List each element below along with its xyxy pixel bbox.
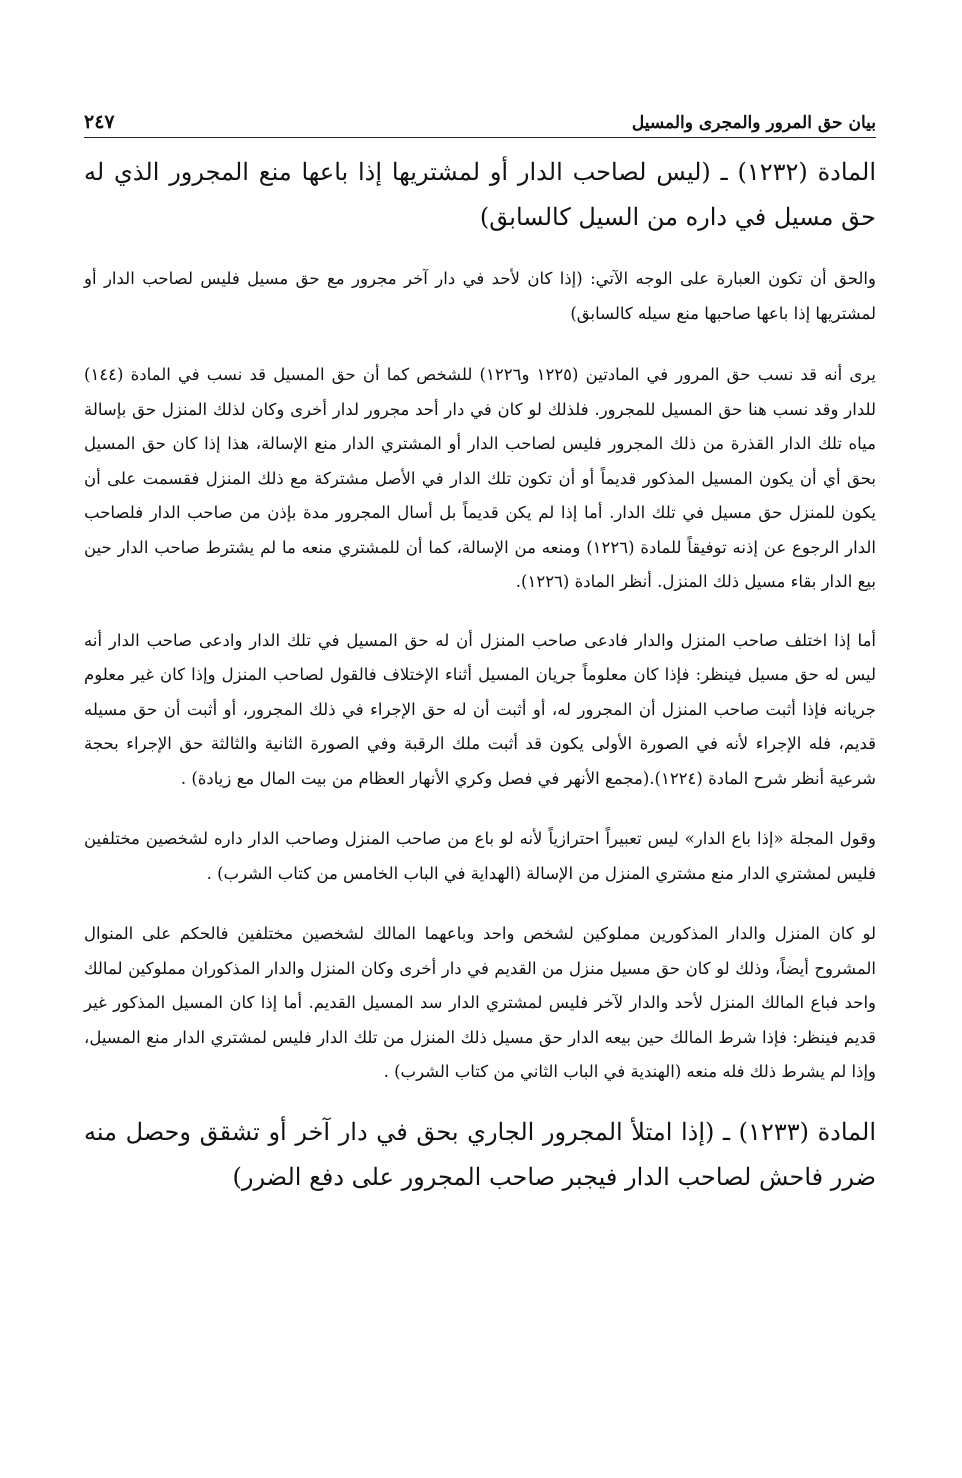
article-1233-heading: المادة (١٢٣٣) ـ (إذا امتلأ المجرور الجاري بحق في دار آخر أو تشقق وحصل منه ضرر فاحش لصاحب الدار فيجبر صاحب المجرور على دفع الضرر)	[84, 1117, 877, 1191]
running-header	[84, 104, 876, 138]
page-content	[84, 150, 876, 1200]
paragraph-dispute: أما إذا اختلف صاحب المنزل والدار فادعى صاحب المنزل أن له حق المسيل في تلك الدار وادعى صاحب الدار أنه ليس له حق مسيل فينظر: فإذا كان معلوماً جريان المسيل أثناء الإختلاف فالقول لصاحب المنزل وإذا كان غير معلوم جريانه فإذا أثبت صاحب المنزل أن المجرور له، أو أثبت أن له حق الإجراء في ذلك المجرور، أو أثبت أن حق مسيله قديم، فله الإجراء لأنه في الصورة الأولى يكون قد أثبت ملك الرقبة وفي الصورة الثانية والثالثة حق الإجراء بحجة شرعية أنظر شرح المادة (١٢٢٤).(مجمع الأنهر في فصل وكري الأنهار العظام من بيت المال مع زيادة) .	[84, 630, 876, 788]
running-title: بيان حق المرور والمجرى والمسيل	[631, 113, 876, 133]
paragraph-right-of-flow: يرى أنه قد نسب حق المرور في المادتين (١٢٢٥ و١٢٢٦) للشخص كما أن حق المسيل قد نسب في المادة (١٤٤) للدار وقد نسب هنا حق المسيل للمجرور. فلذلك لو كان في دار أحد مجرور لدار أخرى وكان لذلك المنزل حق بإسالة مياه تلك الدار القذرة من ذلك المجرور فليس لصاحب الدار أو المشتري الدار منع الإسالة، هذا إذا كان حق المسيل بحق أي أن يكون المسيل المذكور قديماً أو أن تكون تلك الدار في الأصل مشتركة مع ذلك المنزل فقسمت على أن يكون للمنزل حق مسيل في تلك الدار. أما إذا لم يكن قديماً بل أسال المجرور مدة بإذن من صاحب الدار فلصاحب الدار الرجوع عن إذنه توفيقاً للمادة (١٢٢٦) ومنعه من الإسالة، كما أن للمشتري منعه ما لم يشترط صاحب الدار حين بيع الدار بقاء مسيل ذلك المنزل. أنظر المادة (١٢٢٦).	[84, 365, 876, 591]
paragraph-rewording: والحق أن تكون العبارة على الوجه الآتي: (إذا كان لأحد في دار آخر مجرور مع حق مسيل فليس لصاحب الدار أو لمشتريها إذا باعها صاحبها منع سيله كالسابق)	[84, 269, 876, 323]
article-1232-heading: المادة (١٢٣٢) ـ (ليس لصاحب الدار أو لمشتريها إذا باعها منع المجرور الذي له حق مسيل في داره من السيل كالسابق)	[84, 158, 877, 231]
paragraph-single-owner: لو كان المنزل والدار المذكورين مملوكين لشخص واحد وباعهما المالك لشخصين مختلفين فالحكم على المنوال المشروح أيضاً، وذلك لو كان حق مسيل منزل من القديم في دار أخرى وكان المنزل والدار المذكوران مملوكين لمالك واحد فباع المالك المنزل لأحد والدار لآخر فليس لمشتري الدار سد المسيل القديم. أما إذا كان المسيل المذكور غير قديم فينظر: فإذا شرط المالك حين بيعه الدار حق مسيل ذلك المنزل من تلك الدار فليس لمشتري الدار منع المسيل، وإذا لم يشرط ذلك فله منعه (الهندية في الباب الثاني من كتاب الشرب) .	[84, 924, 876, 1081]
paragraph-majalla-phrase: وقول المجلة «إذا باع الدار» ليس تعبيراً احترازياً لأنه لو باع من صاحب المنزل وصاحب الدار داره لشخصين مختلفين فليس لمشتري الدار منع مشتري المنزل من الإسالة (الهداية في الباب الخامس من كتاب الشرب) .	[84, 829, 876, 883]
page-number: ٢٤٧	[84, 111, 115, 133]
